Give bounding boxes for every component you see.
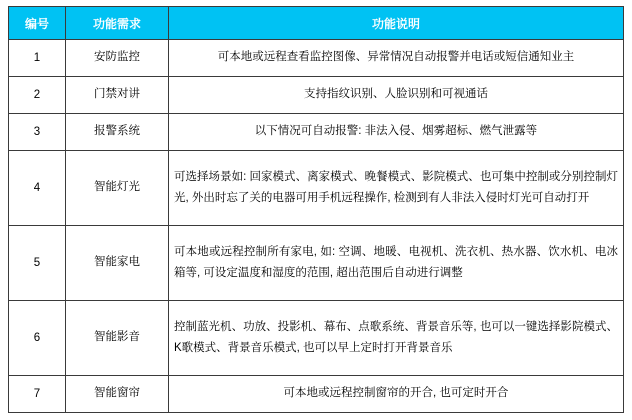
table-header — [9, 7, 624, 40]
cell-description: 可本地或远程控制所有家电, 如: 空调、地暖、电视机、洗衣机、热水器、饮水机、电冰箱等, 可设定温度和湿度的范围, 超出范围后自动进行调整 — [169, 226, 624, 301]
table-row — [9, 301, 624, 376]
table-row — [9, 151, 624, 226]
cell-no: 6 — [9, 301, 66, 376]
cell-no: 4 — [9, 151, 66, 226]
cell-no: 7 — [9, 376, 66, 413]
cell-description: 可本地或远程控制窗帘的开合, 也可定时开合 — [169, 376, 624, 413]
table-header-row — [9, 7, 624, 40]
cell-description: 支持指纹识别、人脸识别和可视通话 — [169, 77, 624, 114]
cell-requirement: 智能窗帘 — [66, 376, 169, 413]
table-row — [9, 40, 624, 77]
table-row — [9, 114, 624, 151]
table-row — [9, 226, 624, 301]
table-row — [9, 77, 624, 114]
cell-requirement: 智能家电 — [66, 226, 169, 301]
cell-no: 2 — [9, 77, 66, 114]
cell-description: 可选择场景如: 回家模式、离家模式、晚餐模式、影院模式、也可集中控制或分别控制灯光, 外出时忘了关的电器可用手机远程操作, 检测到有人非法入侵时灯光可自动打开 — [169, 151, 624, 226]
column-header-no: 编号 — [9, 7, 66, 40]
cell-description: 可本地或远程查看监控图像、异常情况自动报警并电话或短信通知业主 — [169, 40, 624, 77]
cell-requirement: 安防监控 — [66, 40, 169, 77]
cell-requirement: 智能影音 — [66, 301, 169, 376]
cell-description: 以下情况可自动报警: 非法入侵、烟雾超标、燃气泄露等 — [169, 114, 624, 151]
cell-description: 控制蓝光机、功放、投影机、幕布、点歌系统、背景音乐等, 也可以一键选择影院模式、K歌模式、背景音乐模式, 也可以早上定时打开背景音乐 — [169, 301, 624, 376]
table-body — [9, 40, 624, 413]
cell-requirement: 智能灯光 — [66, 151, 169, 226]
cell-no: 3 — [9, 114, 66, 151]
cell-requirement: 报警系统 — [66, 114, 169, 151]
cell-requirement: 门禁对讲 — [66, 77, 169, 114]
cell-no: 1 — [9, 40, 66, 77]
table-row — [9, 376, 624, 413]
cell-no: 5 — [9, 226, 66, 301]
column-header-requirement: 功能需求 — [66, 7, 169, 40]
column-header-description: 功能说明 — [169, 7, 624, 40]
requirements-table — [8, 6, 624, 413]
